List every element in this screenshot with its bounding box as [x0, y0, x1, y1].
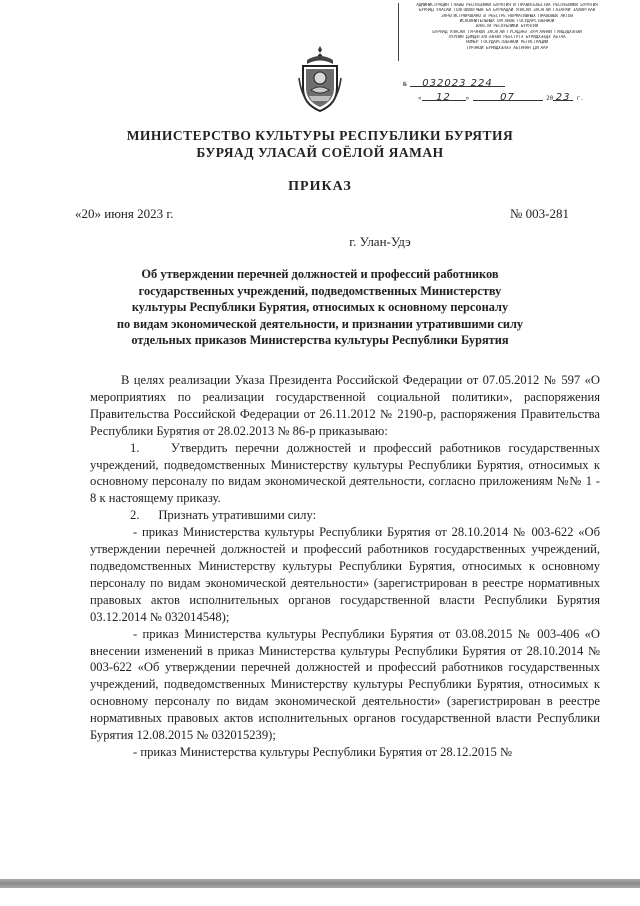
- title-line: государственных учреждений, подведомственных Министерству: [138, 283, 502, 298]
- stamp-line: БУРЯАД УЛАСАЙ ТУРЭНОЙ ЗАСАГАЙ ГУСАДЭНЭ ЗУРГААНАЙ ГУЙЦЭДХЭЛЭЙ: [432, 29, 582, 35]
- stamp-date-month: 07: [473, 95, 543, 101]
- order-date: «20» июня 2023 г.: [75, 206, 174, 221]
- body-item-1: 1. Утвердить перечни должностей и профессий работников государственных учреждений, подведомственных Министерству культуры Республики Бурятия, относимых к основному персоналу по видам экономической деятельности, согласно приложениям №№ 1 - 8 к настоящему приказу.: [90, 440, 600, 506]
- stamp-line: НОМЕР ГОСУДАРСТВЕННОЙ РЕГИСТРАЦИИ: [465, 40, 549, 46]
- body-repealed-order-3: - приказ Министерства культуры Республики Бурятия от 28.12.2015 №: [133, 744, 512, 759]
- stamp-line: ВЛАСТИ РЕСПУБЛИКИ БУРЯТИЯ: [475, 24, 539, 30]
- title-line: Об утверждении перечней должностей и профессий работников: [141, 267, 499, 281]
- title-line: отдельных приказов Министерства культуры Республики Бурятия: [131, 333, 509, 348]
- city: г. Улан-Удэ: [349, 234, 411, 249]
- stamp-number-label: №: [403, 81, 407, 88]
- body-repealed-order-1: - приказ Министерства культуры Республики Бурятия от 28.10.2014 № 003-622 «Об утверждении перечней должностей и профессий работников государственных учреждений, подведомственных Министерству культуры Республики Бурятия, относимых к основному персоналу по видам экономической деятельности» (зарегистрирован в реестре нормативных правовых актов исполнительных органов государственной власти Республики Бурятия 03.12.2014 № 032014548);: [90, 525, 600, 624]
- stamp-reg-number-row: [403, 78, 505, 89]
- body-item-2: 2. Признать утратившими силу:: [130, 508, 317, 523]
- ministry-name-buryat: БУРЯАД УЛАСАЙ СОЁЛОЙ ЯАМАН: [196, 145, 444, 160]
- stamp-frame: [398, 3, 617, 61]
- stamp-date-row: « 12 » 07 20 23 г.: [418, 92, 584, 103]
- coat-of-arms-emblem: [297, 44, 343, 114]
- stamp-line: БУРЯАД УЛАСАЙ ТОЛГОЙЛОГЧЫН БА БУРЯАДАЙ УЛАСАЙ ЗАСАГАЙ ГАЗАРАЙ ЗАХИРГААН: [418, 8, 596, 14]
- title-line: по видам экономической деятельности, и признании утратившими силу: [116, 316, 524, 331]
- stamp-year-suffix: 23: [553, 95, 573, 101]
- stamp-line: ИСПОЛНИТЕЛЬНЫХ ОРГАНОВ ГОСУДАРСТВЕННОЙ: [459, 19, 555, 25]
- order-number: № 003-281: [510, 206, 569, 221]
- order-body: [90, 372, 600, 761]
- stamp-line: ХУУЛИН ДЭМДЭГЭЛГЭЭНЭЙ РЕЕСТРТЭ БУРИДХЭЭДЭ АБТАА: [448, 35, 566, 41]
- body-intro-paragraph: В целях реализации Указа Президента Российской Федерации от 07.05.2012 № 597 «О мероприятиях по реализации государственной социальной политики», распоряжения Правительства Российской Федерации от 26.11.2012 № 2190-р, распоряжения Правительства Республики Бурятия от 28.02.2013 № 86-р приказываю:: [90, 373, 600, 438]
- body-repealed-order-2: - приказ Министерства культуры Республики Бурятия от 03.08.2015 № 003-406 «О внесении изменений в приказ Министерства культуры Республики Бурятия от 28.10.2014 № 003-622 «Об утверждении перечней должностей и профессий работников государственных учреждений, подведомственных Министерству культуры Республики Бурятия, относимых к основному персоналу по видам экономической деятельности» (зарегистрирован в реестре нормативных правовых актов исполнительных органов государственной власти Республики Бурятия 12.08.2015 № 032015239);: [90, 626, 600, 743]
- stamp-date-day: 12: [422, 95, 466, 101]
- stamp-line: ТУРЭНОЙ БУРИДХЭЛЭЭ АБТАНАН ДУГААР: [465, 45, 549, 51]
- stamp-year-prefix: 20: [546, 95, 554, 102]
- scan-edge-bar: [0, 879, 640, 888]
- order-title: [60, 266, 580, 349]
- ministry-name-russian: МИНИСТЕРСТВО КУЛЬТУРЫ РЕСПУБЛИКИ БУРЯТИЯ: [126, 128, 514, 143]
- stamp-year-end: г.: [576, 95, 584, 102]
- stamp-reg-number: 032023 224: [410, 81, 505, 87]
- registration-stamp: [398, 3, 616, 109]
- stamp-line: ЗАРЕГИСТРИРОВАНО В РЕЕСТРЕ НОРМАТИВНЫХ ПРАВОВЫХ АКТОВ: [441, 13, 573, 19]
- document-type: ПРИКАЗ: [288, 179, 352, 194]
- stamp-line: АДМИНИСТРАЦИЯ ГЛАВЫ РЕСПУБЛИКИ БУРЯТИЯ И ПРАВИТЕЛЬСТВА РЕСПУБЛИКИ БУРЯТИЯ: [416, 3, 598, 8]
- title-line: культуры Республики Бурятия, относимых к основному персоналу: [131, 300, 509, 315]
